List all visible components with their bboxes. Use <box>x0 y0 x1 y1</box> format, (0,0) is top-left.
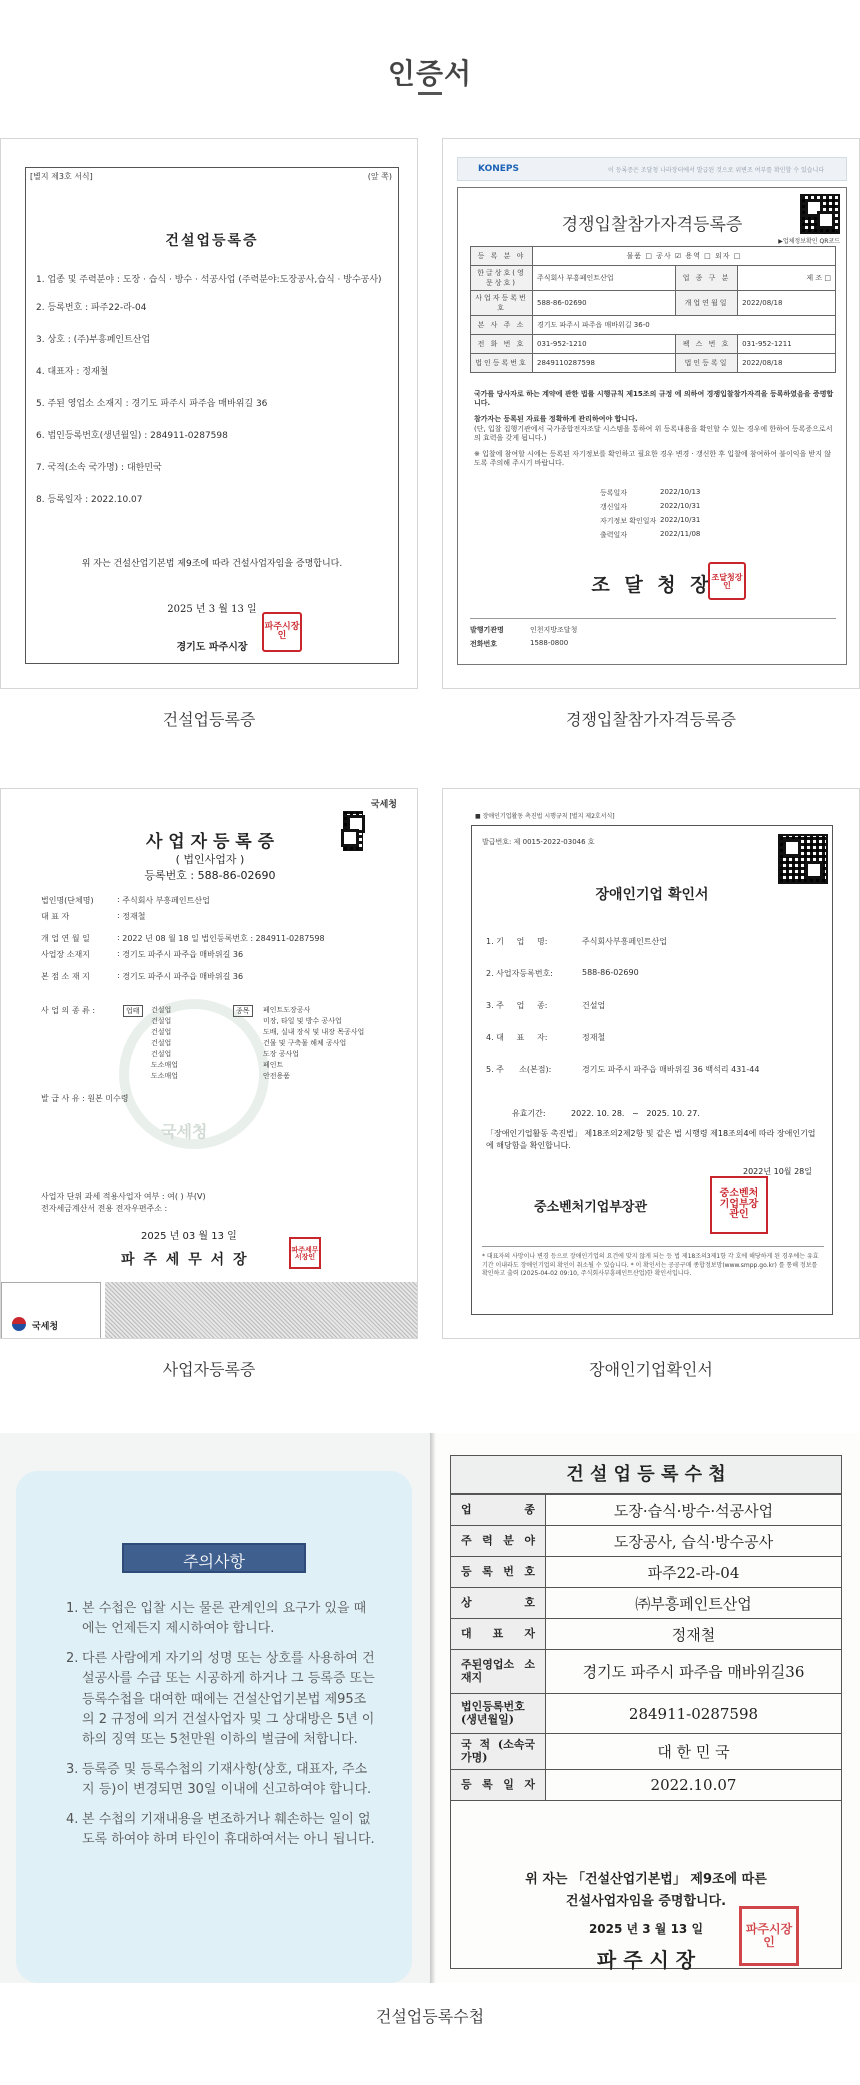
separator: : <box>117 895 123 904</box>
type-tag: 업태 <box>123 1005 143 1017</box>
footer-logo: 국세청 <box>32 1322 59 1332</box>
table-row <box>451 1770 842 1801</box>
item-tag: 종목 <box>233 1005 253 1017</box>
footnote: * 대표자의 사망이나 변경 등으로 장애인기업의 요건에 맞지 않게 되는 등 법 제18조의3제1항 각 호에 해당하게 된 경우에는 유효기간 이내라도 장애인기업의 확인이 취소될 수 있습니다. * 이 확인서는 공공구매 종합정보망(www.smpp.go.kr) 를 통해 정보를 확인하고 출력 (2025-04-02 09:10, 주식회사부흥페인트산업)한 확인서입니다. <box>482 1246 824 1279</box>
info-row <box>486 1000 826 1032</box>
booklet-left-page <box>0 1433 430 1983</box>
table-row <box>471 247 836 266</box>
info-value: 주식회사 부흥페인트산업 <box>122 896 210 905</box>
info-item: 7. 국적(소속 국가명) : 대한민국 <box>36 463 162 474</box>
date-value: 2022/11/08 <box>660 530 701 538</box>
document-title: 건설업등록증 <box>165 233 259 249</box>
table-row <box>471 316 836 335</box>
business-item: 페인트 <box>263 1061 284 1069</box>
info-label: 3. 주 업 종: <box>486 1001 548 1010</box>
statement: 「장애인기업활동 촉진법」 제18조의2제2항 및 같은 법 시행령 제18조의4에 따라 장애인기업에 해당함을 확인합니다. <box>486 1129 816 1150</box>
row-label: 대 표 자 <box>451 1619 546 1650</box>
row-label: 법인등록일 <box>676 354 738 373</box>
watermark-text: 국세청 <box>161 1122 208 1141</box>
footer-logo-box <box>1 1282 101 1339</box>
info-row <box>486 936 826 968</box>
row-label: 법인등록번호 <box>471 354 533 373</box>
table-row <box>451 1557 842 1588</box>
verification-banner: 이 등록증은 조달청 나라장터에서 발급된 것으로 위변조 여부를 확인할 수 있습니다 <box>608 167 825 174</box>
official-seal: 조달청장인 <box>708 562 746 600</box>
issue-date: 2022년 10월 28일 <box>743 1167 812 1176</box>
row-label: 법인등록번호 (생년월일) <box>451 1694 546 1734</box>
business-type: 건설업 <box>151 1006 172 1014</box>
row-value: 도장공사, 습식·방수공사 <box>546 1526 842 1557</box>
page-side: (앞 쪽) <box>367 172 392 181</box>
info-label: 대 표 자 <box>41 912 70 921</box>
registration-number: 등록번호 : 588-86-02690 <box>144 869 276 882</box>
info-label: 본 점 소 재 지 <box>41 972 90 981</box>
info-list <box>41 895 401 993</box>
form-number: ■ 장애인기업활동 촉진법 시행규칙 [별지 제2호서식] <box>475 813 615 820</box>
cert-card-construction-registration[interactable] <box>0 138 418 689</box>
page-title: 인증서 <box>387 57 473 90</box>
row-value: 파주22-라-04 <box>546 1557 842 1588</box>
date-label: 출력일자 <box>600 531 628 539</box>
info-label: 2. 사업자등록번호: <box>486 969 553 978</box>
notice-item <box>66 1599 378 1639</box>
legal-note: (단, 입찰 집행기관에서 국가종합전자조달 시스템을 통하여 위 등록내용을 확인할 수 있는 경우에 한하여 등록증으로서의 효력을 갖게 됩니다.) <box>474 425 833 443</box>
issue-number: 발급번호: 제 0015-2022-03046 호 <box>482 838 595 846</box>
row-value: 2849110287598 <box>533 354 676 373</box>
info-label: 4. 대 표 자: <box>486 1033 548 1042</box>
notice-item <box>66 1649 378 1750</box>
cert-caption: 장애인기업확인서 <box>589 1360 713 1379</box>
info-item: 8. 등록일자 : 2022.10.07 <box>36 495 143 506</box>
row-label: 개업연월일 <box>676 291 738 316</box>
separator: : <box>117 949 123 958</box>
legal-note: ※ 입찰에 참여할 시에는 등록된 자기정보를 확인하고 필요한 경우 변경 · 갱신한 후 입찰에 참여하여 불이익을 받지 않도록 주의해 주시기 바랍니다. <box>474 450 831 468</box>
business-item: 도배, 실내 장식 및 내장 목공사업 <box>263 1028 365 1036</box>
info-row <box>41 933 401 949</box>
info-value: 588-86-02690 <box>582 968 639 977</box>
date-label: 등록일자 <box>600 489 628 497</box>
validity-period: 유효기간: 2022. 10. 28. ~ 2025. 10. 27. <box>512 1109 700 1118</box>
row-label: 등 록 분 야 <box>471 247 533 266</box>
notice-text: 등록증 및 등록수첩의 기재사항(상호, 대표자, 주소지 등)이 변경되면 30일 이내에 신고하여야 합니다. <box>82 1761 372 1798</box>
legal-note: 국가를 당사자로 하는 계약에 관한 법률 시행규칙 제15조의 규정 에 의하여 경쟁입찰참가자격을 등록하였음을 증명합니다. <box>474 390 834 408</box>
notice-panel <box>16 1471 412 1983</box>
notice-number: 2. <box>66 1651 79 1667</box>
booklet-title: 건 설 업 등 록 수 첩 <box>451 1456 841 1494</box>
document-subtitle: ( 법인사업자 ) <box>175 853 245 866</box>
business-type: 도소매업 <box>151 1072 179 1080</box>
info-item: 4. 대표자 : 정재철 <box>36 367 109 378</box>
row-value: 제 조 □ <box>738 266 836 291</box>
footer-value: 인천지방조달청 <box>530 626 578 634</box>
info-item: 3. 상호 : (주)부흥페인트산업 <box>36 335 151 346</box>
row-label: 한글상호(영문상호) <box>471 266 533 291</box>
info-value: 주식회사부흥페인트산업 <box>582 937 668 946</box>
nts-brand: 국세청 <box>370 800 397 810</box>
issue-date: 2025 년 03 월 13 일 <box>141 1231 237 1242</box>
row-value: 대 한 민 국 <box>546 1734 842 1770</box>
official-seal: 파주시장인 <box>262 612 302 652</box>
info-value: 경기도 파주시 파주읍 매바위길 36 <box>122 972 244 981</box>
document-sheet <box>1 789 418 1339</box>
legal-note: 참가자는 등록된 자료를 정확하게 관리하여야 합니다. <box>474 415 638 423</box>
separator: : <box>117 911 123 920</box>
row-value: 031-952-1211 <box>738 335 836 354</box>
table-row <box>471 291 836 316</box>
info-value: 건설업 <box>582 1001 606 1010</box>
date-value: 2022/10/13 <box>660 488 701 496</box>
registration-table <box>470 246 836 373</box>
issuer-name: 경기도 파주시장 <box>176 642 248 653</box>
info-row <box>41 911 401 933</box>
business-type: 건설업 <box>151 1028 172 1036</box>
official-seal: 파주시장인 <box>739 1906 799 1966</box>
official-seal: 파주세무서장인 <box>289 1237 321 1269</box>
table-row <box>451 1650 842 1694</box>
booklet-table <box>450 1494 842 1801</box>
table-row <box>451 1619 842 1650</box>
business-item: 안전용품 <box>263 1072 291 1080</box>
row-label: 등 록 번 호 <box>451 1557 546 1588</box>
business-item: 페인트도장공사 <box>263 1006 311 1014</box>
issuer-footer <box>470 618 836 653</box>
info-label: 5. 주 소(본점): <box>486 1065 552 1074</box>
notice-number: 1. <box>66 1601 79 1616</box>
notice-number: 3. <box>66 1761 79 1777</box>
cert-caption: 건설업등록수첩 <box>375 2007 485 2026</box>
info-row <box>486 1064 826 1096</box>
cert-card-bid-qualification[interactable] <box>442 138 860 689</box>
tax-info: 사업자 단위 과세 적용사업자 여부 : 여( ) 부(V) <box>41 1192 206 1201</box>
table-row <box>451 1588 842 1619</box>
document-sheet <box>471 825 833 1315</box>
info-row <box>41 895 401 911</box>
row-value: 2022/08/18 <box>738 354 836 373</box>
cert-card-business-registration[interactable] <box>0 788 418 1339</box>
notice-text: 본 수첩은 입찰 시는 물론 관계인의 요구가 있을 때에는 언제든지 제시하여야 합니다. <box>82 1601 367 1637</box>
document-title: 사 업 자 등 록 증 <box>145 832 275 852</box>
business-types <box>151 1005 178 1082</box>
separator: : <box>117 933 123 942</box>
taeguk-icon <box>12 1317 26 1331</box>
info-label: 법인명(단체명) <box>41 896 94 905</box>
row-value: 031-952-1210 <box>533 335 676 354</box>
cert-caption: 사업자등록증 <box>162 1360 256 1379</box>
title-underline <box>418 92 442 95</box>
notice-list <box>66 1599 378 1861</box>
notice-title: 주의사항 <box>183 1552 245 1571</box>
info-item: 6. 법인등록번호(생년월일) : 284911-0287598 <box>36 431 228 442</box>
notice-item <box>66 1760 378 1800</box>
date-row <box>600 516 770 530</box>
footer-label: 발행기관명 <box>470 626 504 634</box>
row-label: 팩 스 번 호 <box>676 335 738 354</box>
date-row <box>600 530 770 544</box>
tax-email: 전자세금계산서 전용 전자우편주소 : <box>41 1204 168 1213</box>
cert-card-registration-booklet[interactable] <box>0 1433 860 1983</box>
info-row <box>41 949 401 971</box>
footer-row <box>470 625 836 639</box>
booklet-binding <box>430 1433 436 1983</box>
business-type: 건설업 <box>151 1039 172 1047</box>
issue-reason: 발 급 사 유 : 원본 미수령 <box>41 1094 129 1103</box>
date-list <box>600 488 770 544</box>
row-value: ㈜부흥페인트산업 <box>546 1588 842 1619</box>
qr-code <box>778 834 828 884</box>
info-value: 정재철 <box>582 1033 606 1042</box>
table-row <box>471 335 836 354</box>
koneps-header <box>457 157 847 181</box>
row-value: 경기도 파주시 파주읍 매바위길 36-0 <box>533 316 836 335</box>
date-label: 갱신일자 <box>600 503 628 511</box>
row-label: 전 화 번 호 <box>471 335 533 354</box>
qr-label: ▶업체정보확인 QR코드 <box>778 238 840 245</box>
row-label: 업 종 구 분 <box>676 266 738 291</box>
table-row <box>471 266 836 291</box>
business-item: 건물 및 구축물 해체 공사업 <box>263 1039 347 1047</box>
qr-code <box>800 194 840 234</box>
row-label: 상 호 <box>451 1588 546 1619</box>
date-value: 2022/10/31 <box>660 516 701 524</box>
row-value: 2022/08/18 <box>738 291 836 316</box>
info-label: 개 업 연 월 일 <box>41 934 90 943</box>
notice-text: 본 수첩의 기재내용을 변조하거나 훼손하는 일이 없도록 하여야 하며 타인이 휴대하여서는 아니 됩니다. <box>82 1812 375 1848</box>
business-label: 사 업 의 종 류 : <box>41 1006 96 1015</box>
issuer-name: 파 주 시 장 <box>596 1948 696 1972</box>
business-item: 미장, 타일 및 방수 공사업 <box>263 1017 342 1025</box>
info-value: 정재철 <box>122 912 146 921</box>
booklet-right-page <box>430 1433 860 1983</box>
document-sheet <box>25 167 399 664</box>
footer-row <box>470 639 836 653</box>
row-value: 284911-0287598 <box>546 1694 842 1734</box>
row-value: 도장·습식·방수·석공사업 <box>546 1495 842 1526</box>
table-row <box>471 354 836 373</box>
date-value: 2022/10/31 <box>660 502 701 510</box>
table-row <box>451 1694 842 1734</box>
row-value: 경기도 파주시 파주읍 매바위길36 <box>546 1650 842 1694</box>
table-row <box>451 1734 842 1770</box>
info-item: 1. 업종 및 주력분야 : 도장 · 습식 · 방수 · 석공사업 (주력분야:도장공사,습식 · 방수공사) <box>36 275 382 285</box>
info-item: 5. 주된 영업소 소재지 : 경기도 파주시 파주읍 매바위길 36 <box>36 399 268 410</box>
footer-label: 전화번호 <box>470 640 498 648</box>
document-title: 장애인기업 확인서 <box>595 887 709 903</box>
info-value: 2022 년 08 월 18 일 법인등록번호 : 284911-0287598 <box>122 934 325 943</box>
row-value: 588-86-02690 <box>533 291 676 316</box>
table-row <box>451 1495 842 1526</box>
statement-line: 위 자는 「건설산업기본법」 제9조에 따른 <box>525 1872 767 1887</box>
row-label: 주 력 분 야 <box>451 1526 546 1557</box>
booklet-table-frame <box>450 1455 842 1972</box>
form-number: [별지 제3호 서식] <box>30 172 93 181</box>
info-row <box>41 971 401 993</box>
date-label: 자기정보 확인일자 <box>600 517 657 525</box>
business-item: 도장 공사업 <box>263 1050 300 1058</box>
security-pattern <box>105 1282 418 1339</box>
business-type: 건설업 <box>151 1017 172 1025</box>
footer-value: 1588-0800 <box>530 639 569 647</box>
date-row <box>600 502 770 516</box>
koneps-logo: KONEPS <box>478 164 519 174</box>
row-label: 업 종 <box>451 1495 546 1526</box>
business-type: 건설업 <box>151 1050 172 1058</box>
separator: : <box>117 971 123 980</box>
row-value: 물품 □ 공사 ☑ 용역 □ 외자 □ <box>533 247 836 266</box>
official-seal: 중소벤처기업부장관인 <box>710 1176 768 1234</box>
info-label: 1. 기 업 명: <box>486 937 548 946</box>
row-label: 사업자등록번호 <box>471 291 533 316</box>
row-label: 국 적 (소속국가명) <box>451 1734 546 1770</box>
statement-line: 건설사업자임을 증명합니다. <box>565 1894 727 1909</box>
row-value: 2022.10.07 <box>546 1770 842 1801</box>
info-label: 사업장 소재지 <box>41 950 90 959</box>
row-value: 주식회사 부흥페인트산업 <box>533 266 676 291</box>
notice-title-box <box>122 1543 306 1573</box>
cert-caption: 경쟁입찰참가자격등록증 <box>565 710 737 729</box>
issuer-name: 조 달 청 장 <box>591 574 713 596</box>
issuer-name: 중소벤처기업부장관 <box>534 1200 648 1215</box>
notice-item <box>66 1810 378 1850</box>
cert-card-disabled-enterprise[interactable] <box>442 788 860 1339</box>
business-items <box>263 1005 364 1082</box>
issue-date: 2025 년 3 월 13 일 <box>167 604 257 615</box>
info-value: 경기도 파주시 파주읍 매바위길 36 백석리 431-44 <box>582 1065 760 1074</box>
info-row <box>486 968 826 1000</box>
date-row <box>600 488 770 502</box>
document-title: 경쟁입찰참가자격등록증 <box>561 215 743 235</box>
issue-date: 2025 년 3 월 13 일 <box>588 1922 704 1936</box>
table-row <box>451 1526 842 1557</box>
statement: 위 자는 건설산업기본법 제9조에 따라 건설사업자임을 증명합니다. <box>81 559 343 569</box>
info-item: 2. 등록번호 : 파주22-라-04 <box>36 303 147 314</box>
info-value: 경기도 파주시 파주읍 매바위길 36 <box>122 950 244 959</box>
document-sheet <box>457 187 847 665</box>
cert-caption: 건설업등록증 <box>162 710 256 729</box>
business-type: 도소매업 <box>151 1061 179 1069</box>
info-list <box>36 274 392 524</box>
info-row <box>486 1032 826 1064</box>
notice-number: 4. <box>66 1812 79 1828</box>
notice-text: 다른 사람에게 자기의 성명 또는 상호를 사용하여 건설공사를 수급 또는 시공하게 하거나 그 등록증 또는 등록수첩을 대여한 때에는 건설산업기본법 제95조의 2 규정에 의거 건설사업자 및 그 상대방은 5년 이하의 징역 또는 5천만원 이하의 벌금에 처합니다. <box>82 1651 375 1747</box>
row-value: 정재철 <box>546 1619 842 1650</box>
row-label: 본 사 주 소 <box>471 316 533 335</box>
issuer-name: 파 주 세 무 서 장 <box>121 1252 249 1268</box>
row-label: 등 록 일 자 <box>451 1770 546 1801</box>
info-list <box>486 936 826 1096</box>
row-label: 주된영업소 소재지 <box>451 1650 546 1694</box>
